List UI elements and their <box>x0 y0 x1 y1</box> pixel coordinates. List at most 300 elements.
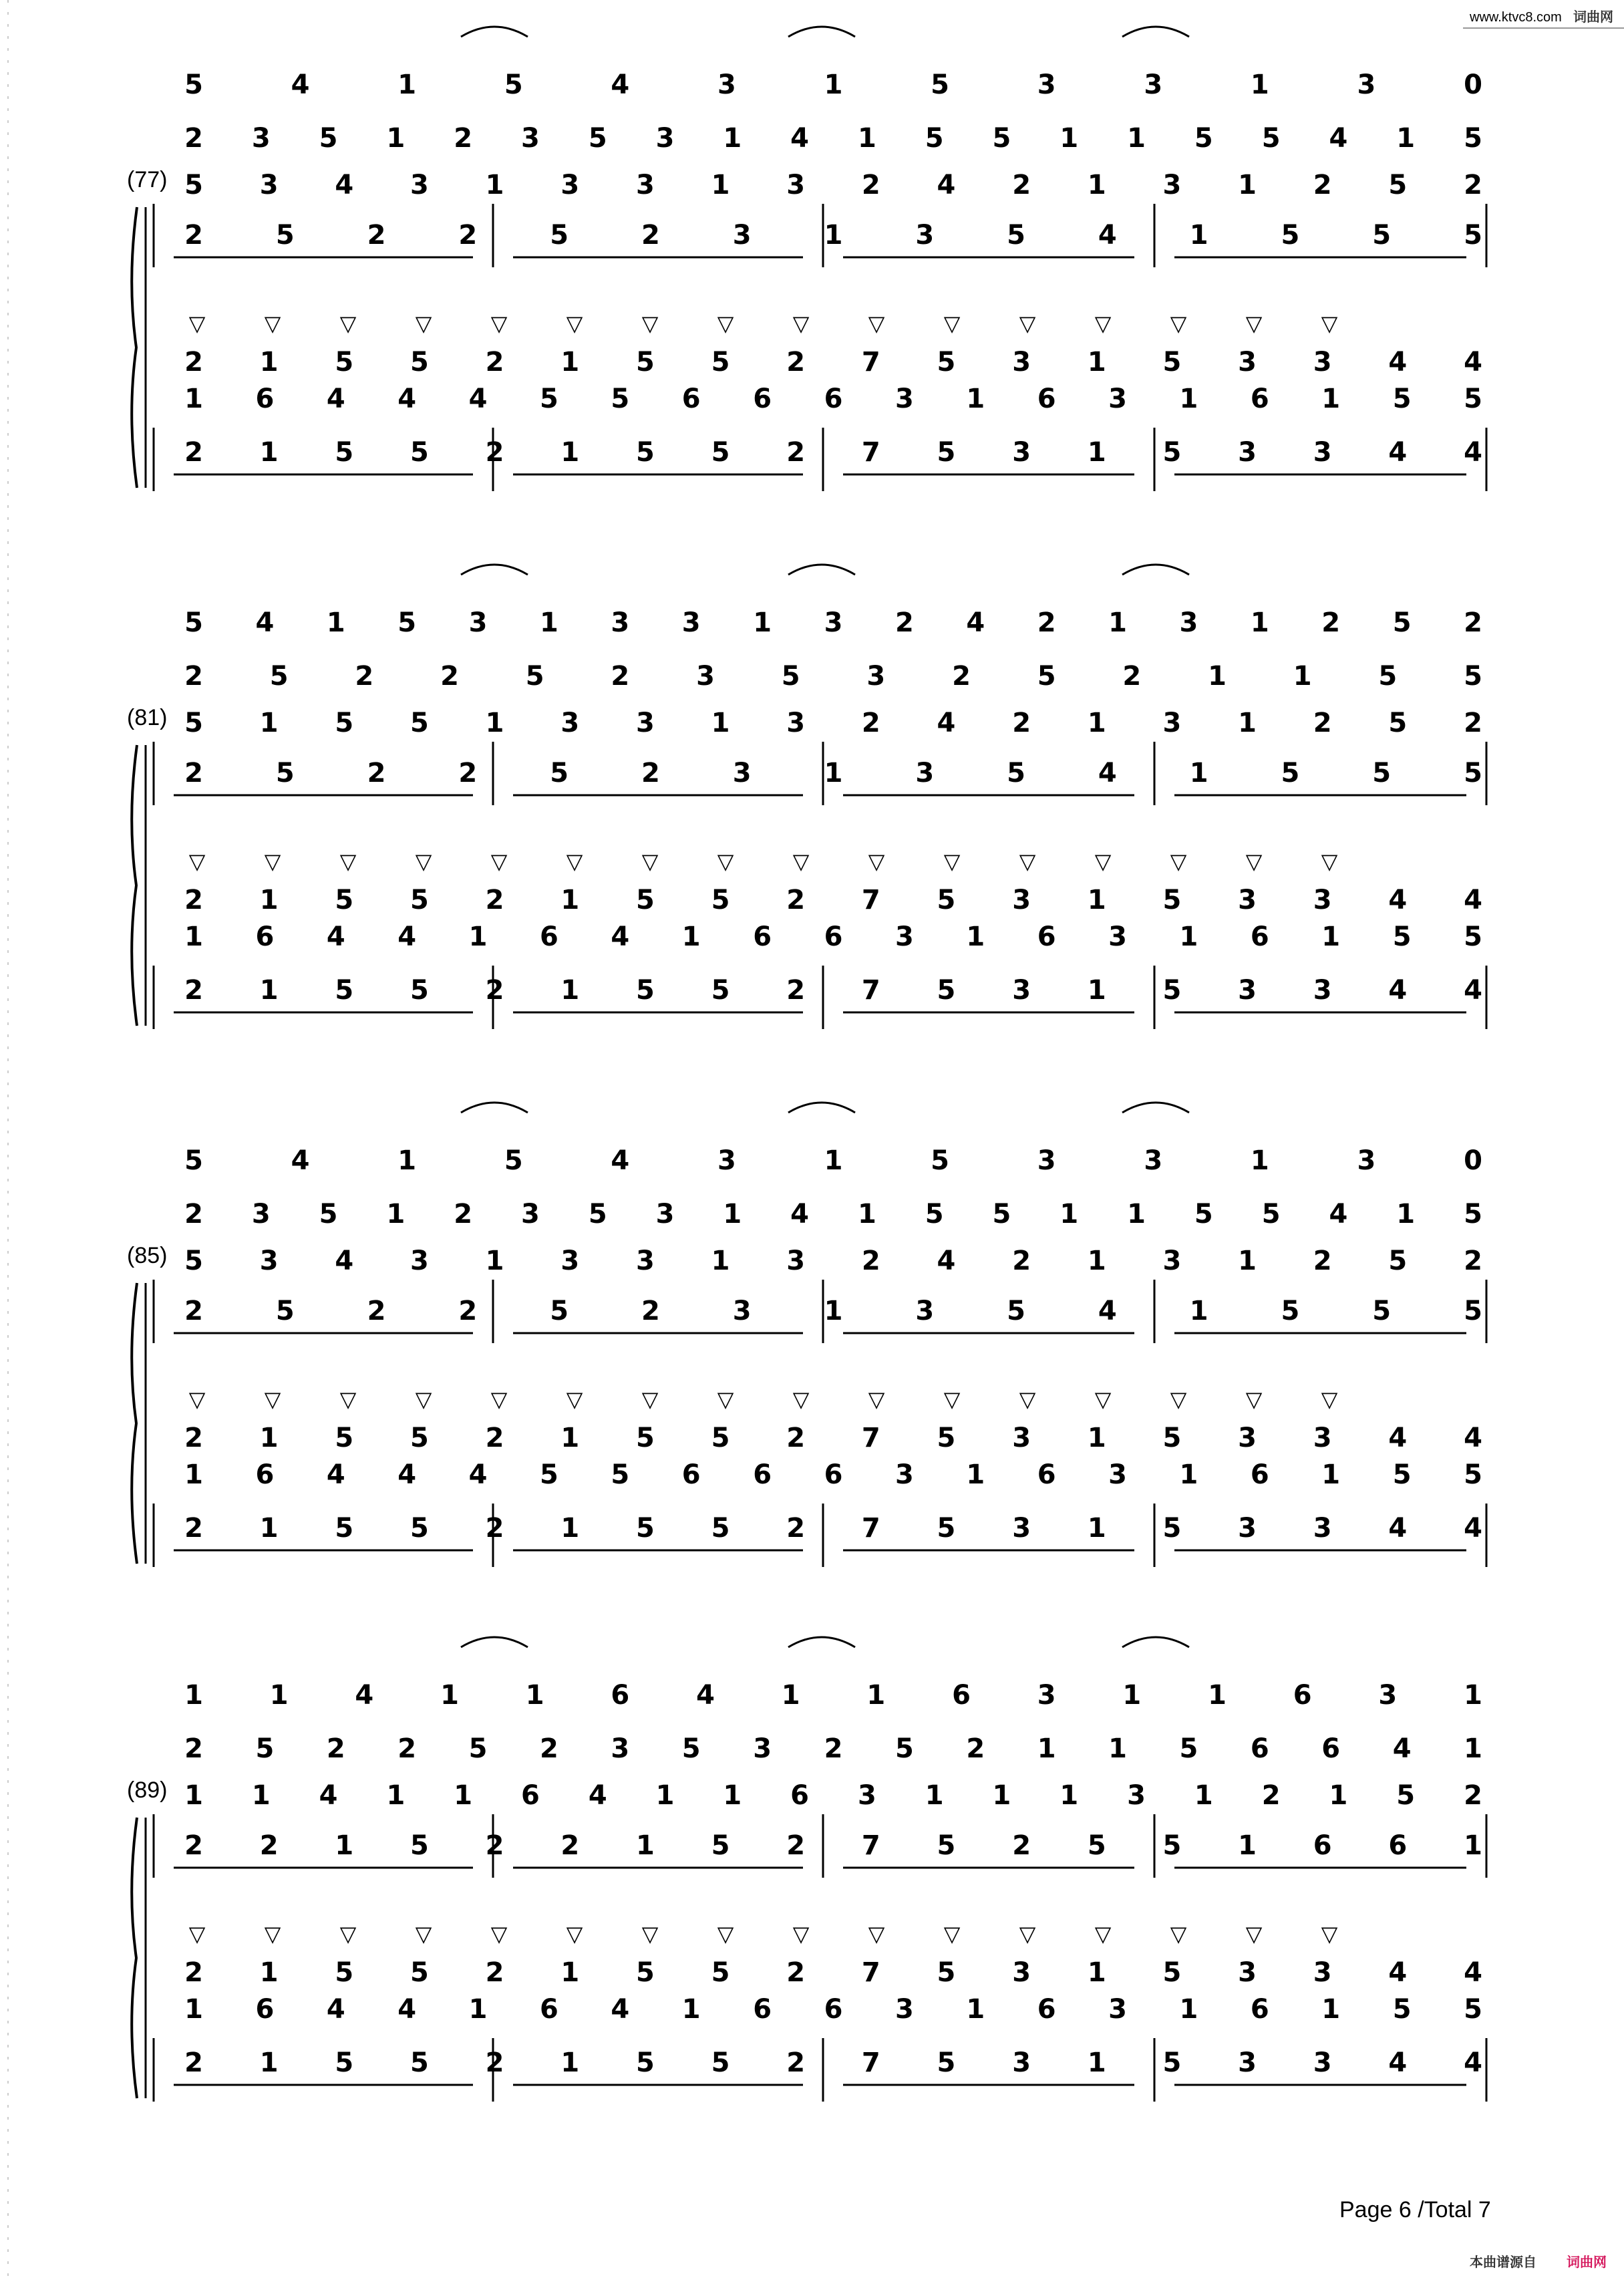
rh-note: 1 <box>269 1680 289 1711</box>
accent-mark: ▽ <box>1019 1921 1036 1947</box>
rh-note: 2 <box>367 1296 386 1326</box>
rh-note: 2 <box>259 1830 279 1861</box>
lh-note: 2 <box>786 1957 806 1988</box>
lh-note: 5 <box>1162 975 1182 1006</box>
rh-note: 3 <box>717 1145 736 1176</box>
lh-note: 3 <box>1313 975 1332 1006</box>
accent-mark: ▽ <box>641 1921 659 1947</box>
rh-note: 4 <box>319 1780 338 1811</box>
rh-note: 4 <box>355 1680 374 1711</box>
lh-note: 2 <box>786 885 806 915</box>
accent-mark: ▽ <box>566 849 583 874</box>
accent-mark: ▽ <box>1321 1387 1338 1412</box>
rh-note: 1 <box>1194 1780 1213 1811</box>
rh-note: 4 <box>790 123 810 154</box>
rh-note: 5 <box>319 1199 338 1230</box>
rh-note: 3 <box>1357 1145 1376 1176</box>
rh-note: 1 <box>1087 170 1106 200</box>
rh-note: 3 <box>786 1246 806 1276</box>
accent-mark: ▽ <box>641 849 659 874</box>
lh-note: 1 <box>259 885 279 915</box>
rh-note: 3 <box>753 1733 772 1764</box>
rh-note: 2 <box>184 1830 203 1861</box>
lh-note: 1 <box>259 437 279 468</box>
rh-note: 2 <box>952 661 971 692</box>
rh-note: 3 <box>1162 1246 1182 1276</box>
rh-note: 3 <box>786 170 806 200</box>
rh-note: 5 <box>895 1733 914 1764</box>
rh-note: 5 <box>588 1199 607 1230</box>
brace <box>132 1283 137 1564</box>
rh-note: 4 <box>1098 758 1117 789</box>
lh-note: 7 <box>861 975 880 1006</box>
brace <box>132 1818 137 2098</box>
lh-note: 3 <box>1238 1513 1257 1544</box>
lh-note: 5 <box>410 1423 429 1453</box>
lh-note: 7 <box>861 1423 880 1453</box>
lh-note: 1 <box>259 1957 279 1988</box>
lh-note: 5 <box>937 437 956 468</box>
lh-note: 5 <box>937 347 956 378</box>
lh-note: 5 <box>635 975 655 1006</box>
rh-note: 5 <box>1464 758 1482 789</box>
lh-note: 5 <box>1464 384 1482 414</box>
rh-note: 2 <box>1313 1246 1332 1276</box>
slur <box>461 1103 528 1113</box>
lh-note: 2 <box>485 885 504 915</box>
system <box>127 27 1486 491</box>
systems-layer <box>127 27 1486 2102</box>
lh-note: 1 <box>560 1957 580 1988</box>
rh-note: 5 <box>184 170 203 200</box>
rh-note: 2 <box>454 123 473 154</box>
rh-note: 3 <box>251 1199 271 1230</box>
lh-note: 1 <box>1087 885 1106 915</box>
lh-note: 2 <box>485 2047 504 2078</box>
lh-note: 2 <box>184 2047 203 2078</box>
slur <box>1122 1637 1189 1647</box>
rh-note: 2 <box>861 1246 880 1276</box>
lh-note: 1 <box>1087 347 1106 378</box>
rh-note: 1 <box>1060 1199 1079 1230</box>
lh-note: 1 <box>184 921 203 952</box>
accent-mark: ▽ <box>339 311 357 336</box>
measure-number: (77) <box>127 167 168 192</box>
lh-note: 5 <box>1162 2047 1182 2078</box>
rh-note: 3 <box>635 1246 655 1276</box>
rh-note: 3 <box>1357 69 1376 100</box>
slur <box>788 1637 855 1647</box>
brace <box>132 207 137 488</box>
rh-note: 3 <box>915 220 935 251</box>
lh-note: 4 <box>1388 2047 1408 2078</box>
accent-mark: ▽ <box>415 1387 432 1412</box>
rh-note: 3 <box>611 607 630 638</box>
lh-note: 7 <box>861 347 880 378</box>
lh-note: 1 <box>1087 2047 1106 2078</box>
source-logo: 词曲网 <box>1567 2254 1607 2270</box>
rh-note: 5 <box>1372 220 1392 251</box>
rh-note: 5 <box>1388 170 1408 200</box>
rh-note: 3 <box>560 1246 580 1276</box>
lh-note: 1 <box>1087 1957 1106 1988</box>
rh-note: 2 <box>367 758 386 789</box>
rh-note: 5 <box>504 1145 523 1176</box>
lh-note: 5 <box>937 1423 956 1453</box>
accent-mark: ▽ <box>566 1921 583 1947</box>
rh-note: 3 <box>824 607 843 638</box>
rh-note: 1 <box>925 1780 944 1811</box>
lh-note: 5 <box>335 1957 354 1988</box>
lh-note: 5 <box>335 2047 354 2078</box>
rh-note: 4 <box>966 607 985 638</box>
lh-note: 7 <box>861 437 880 468</box>
lh-note: 2 <box>786 437 806 468</box>
rh-note: 2 <box>440 661 459 692</box>
accent-mark: ▽ <box>264 311 281 336</box>
rh-note: 5 <box>1194 123 1213 154</box>
lh-note: 5 <box>540 384 558 414</box>
rh-note: 2 <box>454 1199 473 1230</box>
accent-mark: ▽ <box>566 311 583 336</box>
lh-note: 6 <box>1037 1459 1056 1490</box>
accent-mark: ▽ <box>264 1921 281 1947</box>
lh-note: 5 <box>410 437 429 468</box>
rh-note: 5 <box>1037 661 1056 692</box>
rh-note: 5 <box>275 220 295 251</box>
lh-note: 1 <box>259 2047 279 2078</box>
lh-note: 1 <box>560 975 580 1006</box>
rh-note: 5 <box>275 758 295 789</box>
accent-mark: ▽ <box>490 849 508 874</box>
lh-note: 5 <box>410 1513 429 1544</box>
slur <box>1122 565 1189 575</box>
rh-note: 6 <box>1293 1680 1312 1711</box>
rh-note: 1 <box>857 123 876 154</box>
accent-mark: ▽ <box>868 1921 885 1947</box>
measure-number: (89) <box>127 1777 168 1803</box>
rh-note: 1 <box>1238 170 1257 200</box>
rh-note: 5 <box>1464 1296 1482 1326</box>
rh-note: 2 <box>355 661 374 692</box>
lh-note: 7 <box>861 1513 880 1544</box>
lh-note: 2 <box>786 1423 806 1453</box>
rh-note: 1 <box>711 1246 730 1276</box>
lh-note: 6 <box>824 384 843 414</box>
rh-note: 1 <box>857 1199 876 1230</box>
lh-note: 1 <box>560 885 580 915</box>
lh-note: 2 <box>485 975 504 1006</box>
source-label: 本曲谱源自 <box>1470 2254 1536 2270</box>
lh-note: 4 <box>1388 885 1408 915</box>
rh-note: 2 <box>184 220 203 251</box>
accent-mark: ▽ <box>1170 1387 1187 1412</box>
slur <box>788 27 855 37</box>
lh-note: 6 <box>753 1994 772 2025</box>
lh-note: 6 <box>681 384 701 414</box>
lh-note: 2 <box>184 1957 203 1988</box>
rh-note: 1 <box>824 1296 843 1326</box>
rh-note: 2 <box>326 1733 345 1764</box>
lh-note: 1 <box>560 437 580 468</box>
rh-note: 3 <box>635 170 655 200</box>
rh-note: 3 <box>410 1246 429 1276</box>
rh-note: 2 <box>184 123 203 154</box>
rh-note: 5 <box>184 69 203 100</box>
lh-note: 6 <box>540 1994 558 2025</box>
rh-note: 5 <box>925 1199 944 1230</box>
lh-note: 6 <box>1250 921 1269 952</box>
rh-note: 5 <box>184 1246 203 1276</box>
lh-note: 3 <box>1012 975 1031 1006</box>
rh-note: 5 <box>1464 661 1482 692</box>
rh-note: 4 <box>1098 1296 1117 1326</box>
lh-note: 4 <box>1388 1957 1408 1988</box>
rh-note: 5 <box>1087 1830 1106 1861</box>
lh-note: 2 <box>786 347 806 378</box>
lh-note: 4 <box>1464 1957 1482 1988</box>
lh-note: 3 <box>895 1459 914 1490</box>
system <box>127 1637 1486 2102</box>
lh-note: 1 <box>1087 975 1106 1006</box>
accent-mark: ▽ <box>943 311 961 336</box>
lh-note: 3 <box>1012 1513 1031 1544</box>
rh-note: 1 <box>711 170 730 200</box>
lh-note: 5 <box>335 437 354 468</box>
accent-mark: ▽ <box>264 849 281 874</box>
lh-note: 5 <box>1392 384 1412 414</box>
rh-note: 5 <box>504 69 523 100</box>
accent-mark: ▽ <box>717 849 734 874</box>
lh-note: 5 <box>611 384 630 414</box>
lh-note: 1 <box>468 921 488 952</box>
lh-note: 1 <box>1179 1459 1198 1490</box>
accent-mark: ▽ <box>490 311 508 336</box>
rh-note: 4 <box>611 69 630 100</box>
rh-note: 3 <box>717 69 736 100</box>
accent-mark: ▽ <box>188 849 206 874</box>
rh-note: 5 <box>410 1830 429 1861</box>
lh-note: 5 <box>635 437 655 468</box>
accent-mark: ▽ <box>264 1387 281 1412</box>
site-url: www.ktvc8.com <box>1470 10 1562 25</box>
slur <box>461 565 528 575</box>
rh-note: 3 <box>857 1780 876 1811</box>
rh-note: 1 <box>1208 1680 1227 1711</box>
rh-note: 1 <box>1329 1780 1348 1811</box>
lh-note: 2 <box>485 1513 504 1544</box>
lh-note: 3 <box>1238 347 1257 378</box>
rh-note: 5 <box>1179 1733 1198 1764</box>
lh-note: 1 <box>184 1994 203 2025</box>
rh-note: 3 <box>696 661 715 692</box>
lh-note: 3 <box>1238 975 1257 1006</box>
accent-mark: ▽ <box>792 1387 810 1412</box>
lh-note: 6 <box>255 921 275 952</box>
lh-note: 5 <box>937 2047 956 2078</box>
rh-note: 1 <box>440 1680 459 1711</box>
rh-note: 1 <box>1087 708 1106 738</box>
accent-mark: ▽ <box>868 1387 885 1412</box>
lh-note: 5 <box>335 1513 354 1544</box>
accent-mark: ▽ <box>1094 311 1112 336</box>
lh-note: 4 <box>326 384 345 414</box>
lh-note: 2 <box>485 1423 504 1453</box>
lh-note: 3 <box>1238 1957 1257 1988</box>
lh-note: 2 <box>184 885 203 915</box>
lh-note: 5 <box>635 885 655 915</box>
rh-note: 5 <box>525 661 544 692</box>
rh-note: 1 <box>723 123 742 154</box>
rh-note: 2 <box>184 1733 203 1764</box>
rh-note: 6 <box>1388 1830 1408 1861</box>
accent-mark: ▽ <box>943 1921 961 1947</box>
lh-note: 3 <box>1313 1423 1332 1453</box>
lh-note: 1 <box>966 1459 985 1490</box>
lh-note: 3 <box>1313 885 1332 915</box>
lh-note: 4 <box>1388 1423 1408 1453</box>
rh-note: 1 <box>485 170 504 200</box>
rh-note: 1 <box>655 1780 675 1811</box>
rh-note: 1 <box>1250 69 1269 100</box>
slur <box>461 1637 528 1647</box>
accent-mark: ▽ <box>490 1921 508 1947</box>
lh-note: 5 <box>1162 1957 1182 1988</box>
lh-note: 5 <box>711 437 730 468</box>
rh-note: 5 <box>1162 1830 1182 1861</box>
rh-note: 3 <box>1162 170 1182 200</box>
lh-note: 5 <box>1464 1994 1482 2025</box>
accent-mark: ▽ <box>1019 311 1036 336</box>
lh-note: 5 <box>540 1459 558 1490</box>
rh-note: 2 <box>485 1830 504 1861</box>
accent-mark: ▽ <box>641 311 659 336</box>
accent-mark: ▽ <box>943 849 961 874</box>
rh-note: 5 <box>992 1199 1011 1230</box>
lh-note: 6 <box>1037 921 1056 952</box>
lh-note: 4 <box>611 1994 630 2025</box>
rh-note: 3 <box>732 1296 752 1326</box>
lh-note: 5 <box>1392 921 1412 952</box>
lh-note: 4 <box>1388 1513 1408 1544</box>
rh-note: 2 <box>641 758 660 789</box>
rh-note: 1 <box>992 1780 1011 1811</box>
accent-mark: ▽ <box>1170 1921 1187 1947</box>
rh-note: 6 <box>611 1680 630 1711</box>
lh-note: 5 <box>335 975 354 1006</box>
lh-note: 6 <box>1250 1459 1269 1490</box>
lh-note: 4 <box>611 921 630 952</box>
lh-note: 1 <box>1321 1459 1341 1490</box>
rh-note: 4 <box>335 1246 354 1276</box>
lh-note: 2 <box>184 347 203 378</box>
logo-text: 词曲网 <box>1573 9 1613 25</box>
rh-note: 2 <box>824 1733 843 1764</box>
rh-note: 1 <box>1238 1830 1257 1861</box>
rh-note: 2 <box>1012 708 1031 738</box>
lh-note: 4 <box>1388 347 1408 378</box>
rh-note: 6 <box>1321 1733 1341 1764</box>
lh-note: 3 <box>1313 437 1332 468</box>
rh-note: 3 <box>786 708 806 738</box>
rh-note: 1 <box>1037 1733 1056 1764</box>
rh-note: 1 <box>723 1780 742 1811</box>
rh-note: 1 <box>184 1680 203 1711</box>
rh-note: 5 <box>1464 123 1482 154</box>
accent-mark: ▽ <box>339 1921 357 1947</box>
lh-note: 1 <box>681 1994 701 2025</box>
lh-note: 6 <box>255 384 275 414</box>
lh-note: 4 <box>1388 437 1408 468</box>
rh-note: 5 <box>1396 1780 1416 1811</box>
lh-note: 1 <box>184 1459 203 1490</box>
lh-note: 3 <box>895 921 914 952</box>
lh-note: 1 <box>259 1513 279 1544</box>
rh-note: 1 <box>397 69 417 100</box>
lh-note: 3 <box>1108 384 1127 414</box>
rh-note: 0 <box>1464 69 1482 100</box>
lh-note: 6 <box>1037 1994 1056 2025</box>
lh-note: 5 <box>635 1957 655 1988</box>
lh-note: 1 <box>1321 921 1341 952</box>
rh-note: 1 <box>1108 1733 1127 1764</box>
lh-note: 4 <box>326 1459 345 1490</box>
rh-note: 4 <box>291 1145 310 1176</box>
rh-note: 3 <box>732 758 752 789</box>
accent-mark: ▽ <box>1019 849 1036 874</box>
lh-note: 5 <box>1464 921 1482 952</box>
lh-note: 2 <box>485 1957 504 1988</box>
lh-note: 3 <box>1313 347 1332 378</box>
accent-mark: ▽ <box>792 849 810 874</box>
rh-note: 5 <box>269 661 289 692</box>
rh-note: 5 <box>319 123 338 154</box>
lh-note: 6 <box>824 1994 843 2025</box>
rh-note: 5 <box>931 1145 950 1176</box>
rh-note: 5 <box>681 1733 701 1764</box>
lh-note: 7 <box>861 2047 880 2078</box>
rh-note: 2 <box>1012 170 1031 200</box>
slur <box>461 27 528 37</box>
rh-note: 3 <box>521 1199 540 1230</box>
rh-note: 3 <box>560 170 580 200</box>
rh-note: 2 <box>1313 708 1332 738</box>
lh-note: 3 <box>1012 1957 1031 1988</box>
accent-mark: ▽ <box>1321 311 1338 336</box>
lh-note: 7 <box>861 1957 880 1988</box>
rh-note: 2 <box>540 1733 558 1764</box>
lh-note: 3 <box>1012 437 1031 468</box>
lh-note: 4 <box>326 921 345 952</box>
rh-note: 5 <box>184 708 203 738</box>
lh-note: 6 <box>681 1459 701 1490</box>
rh-note: 4 <box>1329 123 1348 154</box>
lh-note: 5 <box>711 885 730 915</box>
rh-note: 4 <box>588 1780 607 1811</box>
rh-note: 4 <box>1329 1199 1348 1230</box>
lh-note: 1 <box>560 1423 580 1453</box>
lh-note: 2 <box>184 437 203 468</box>
rh-note: 3 <box>560 708 580 738</box>
rh-note: 7 <box>861 1830 880 1861</box>
accent-mark: ▽ <box>1245 1921 1263 1947</box>
accent-mark: ▽ <box>641 1387 659 1412</box>
rh-note: 3 <box>681 607 701 638</box>
lh-note: 3 <box>1238 885 1257 915</box>
lh-note: 5 <box>711 347 730 378</box>
rh-note: 1 <box>326 607 345 638</box>
lh-note: 2 <box>184 1423 203 1453</box>
